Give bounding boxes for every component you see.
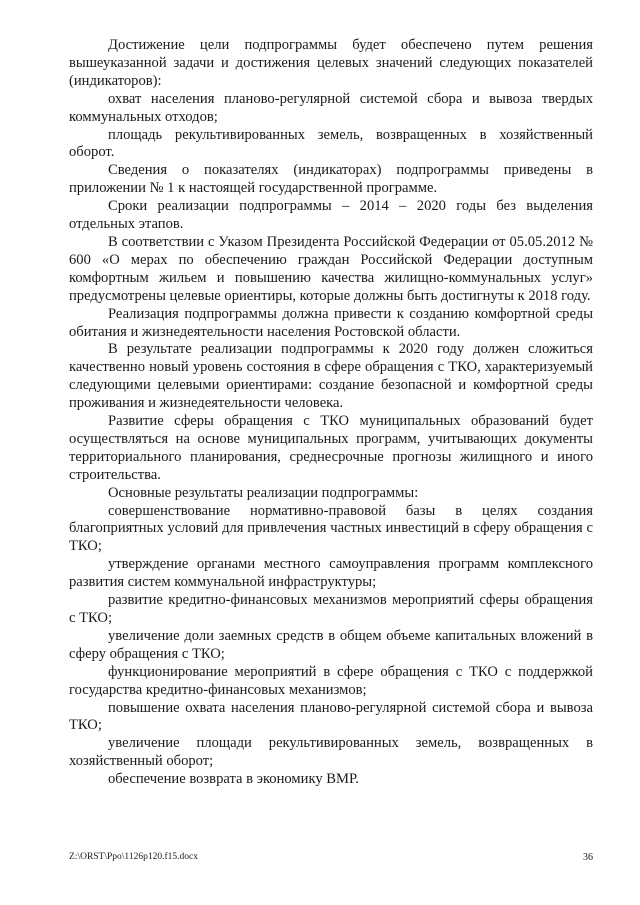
result-item-borrowed-funds: увеличение доли заемных средств в общем объеме капитальных вложений в сферу обращения с ТКО;	[69, 627, 593, 662]
paragraph-municipal-development: Развитие сферы обращения с ТКО муниципальных образований будет осуществляться на основе муниципальных программ, учитывающих документы территориального планирования, среднесрочные прогнозы жилищного и иного строительства.	[69, 413, 593, 483]
paragraph-indicator-info: Сведения о показателях (индикаторах) подпрограммы приведены в приложении № 1 к настоящей государственной программе.	[69, 162, 593, 197]
indicator-waste-coverage: охват населения планово-регулярной системой сбора и вывоза твердых коммунальных отходов;	[69, 90, 593, 125]
footer-file-path: Z:\ORST\Ppo\1126p120.f15.docx	[69, 852, 198, 862]
paragraph-goal-achievement: Достижение цели подпрограммы будет обеспечено путем решения вышеуказанной задачи и достижения целевых значений следующих показателей (индикаторов):	[69, 37, 593, 89]
result-item-vmr-return: обеспечение возврата в экономику ВМР.	[108, 771, 359, 788]
paragraph-comfortable-environment: Реализация подпрограммы должна привести к созданию комфортной среды обитания и жизнедеятельности населения Ростовской области.	[69, 305, 593, 340]
document-body	[69, 37, 593, 789]
page-number: 36	[583, 852, 593, 863]
result-item-state-support: функционирование мероприятий в сфере обращения с ТКО с поддержкой государства кредитно-финансовых механизмов;	[69, 663, 593, 698]
paragraph-presidential-decree: В соответствии с Указом Президента Российской Федерации от 05.05.2012 № 600 «О мерах по обеспечению граждан Российской Федерации доступным комфортным жильем и повышению качества жилищно-коммунальных услуг» предусмотрены целевые ориентиры, которые должны быть достигнуты к 2018 году.	[69, 233, 593, 304]
paragraph-expected-result-2020: В результате реализации подпрограммы к 2020 году должен сложиться качественно новый уровень состояния в сфере обращения с ТКО, характеризуемый следующими целевыми ориентирами: создание безопасной и комфортной среды проживания и жизнедеятельности человека.	[69, 341, 593, 412]
result-item-credit-mechanisms: развитие кредитно-финансовых механизмов мероприятий сферы обращения с ТКО;	[69, 592, 593, 626]
result-item-coverage-increase: повышение охвата населения планово-регулярной системой сбора и вывоза ТКО;	[69, 699, 593, 734]
result-item-land-recultivation: увеличение площади рекультивированных земель, возвращенных в хозяйственный оборот;	[69, 735, 593, 770]
result-item-infrastructure-programs: утверждение органами местного самоуправления программ комплексного развития систем коммунальной инфраструктуры;	[69, 556, 593, 591]
result-item-legal-framework: совершенствование нормативно-правовой базы в целях создания благоприятных условий для привлечения частных инвестиций в сферу обращения с ТКО;	[69, 502, 593, 555]
paragraph-main-results-heading: Основные результаты реализации подпрограммы:	[108, 484, 419, 501]
paragraph-timeline: Сроки реализации подпрограммы – 2014 – 2020 годы без выделения отдельных этапов.	[69, 198, 593, 233]
indicator-recultivated-land: площадь рекультивированных земель, возвращенных в хозяйственный оборот.	[69, 126, 593, 161]
